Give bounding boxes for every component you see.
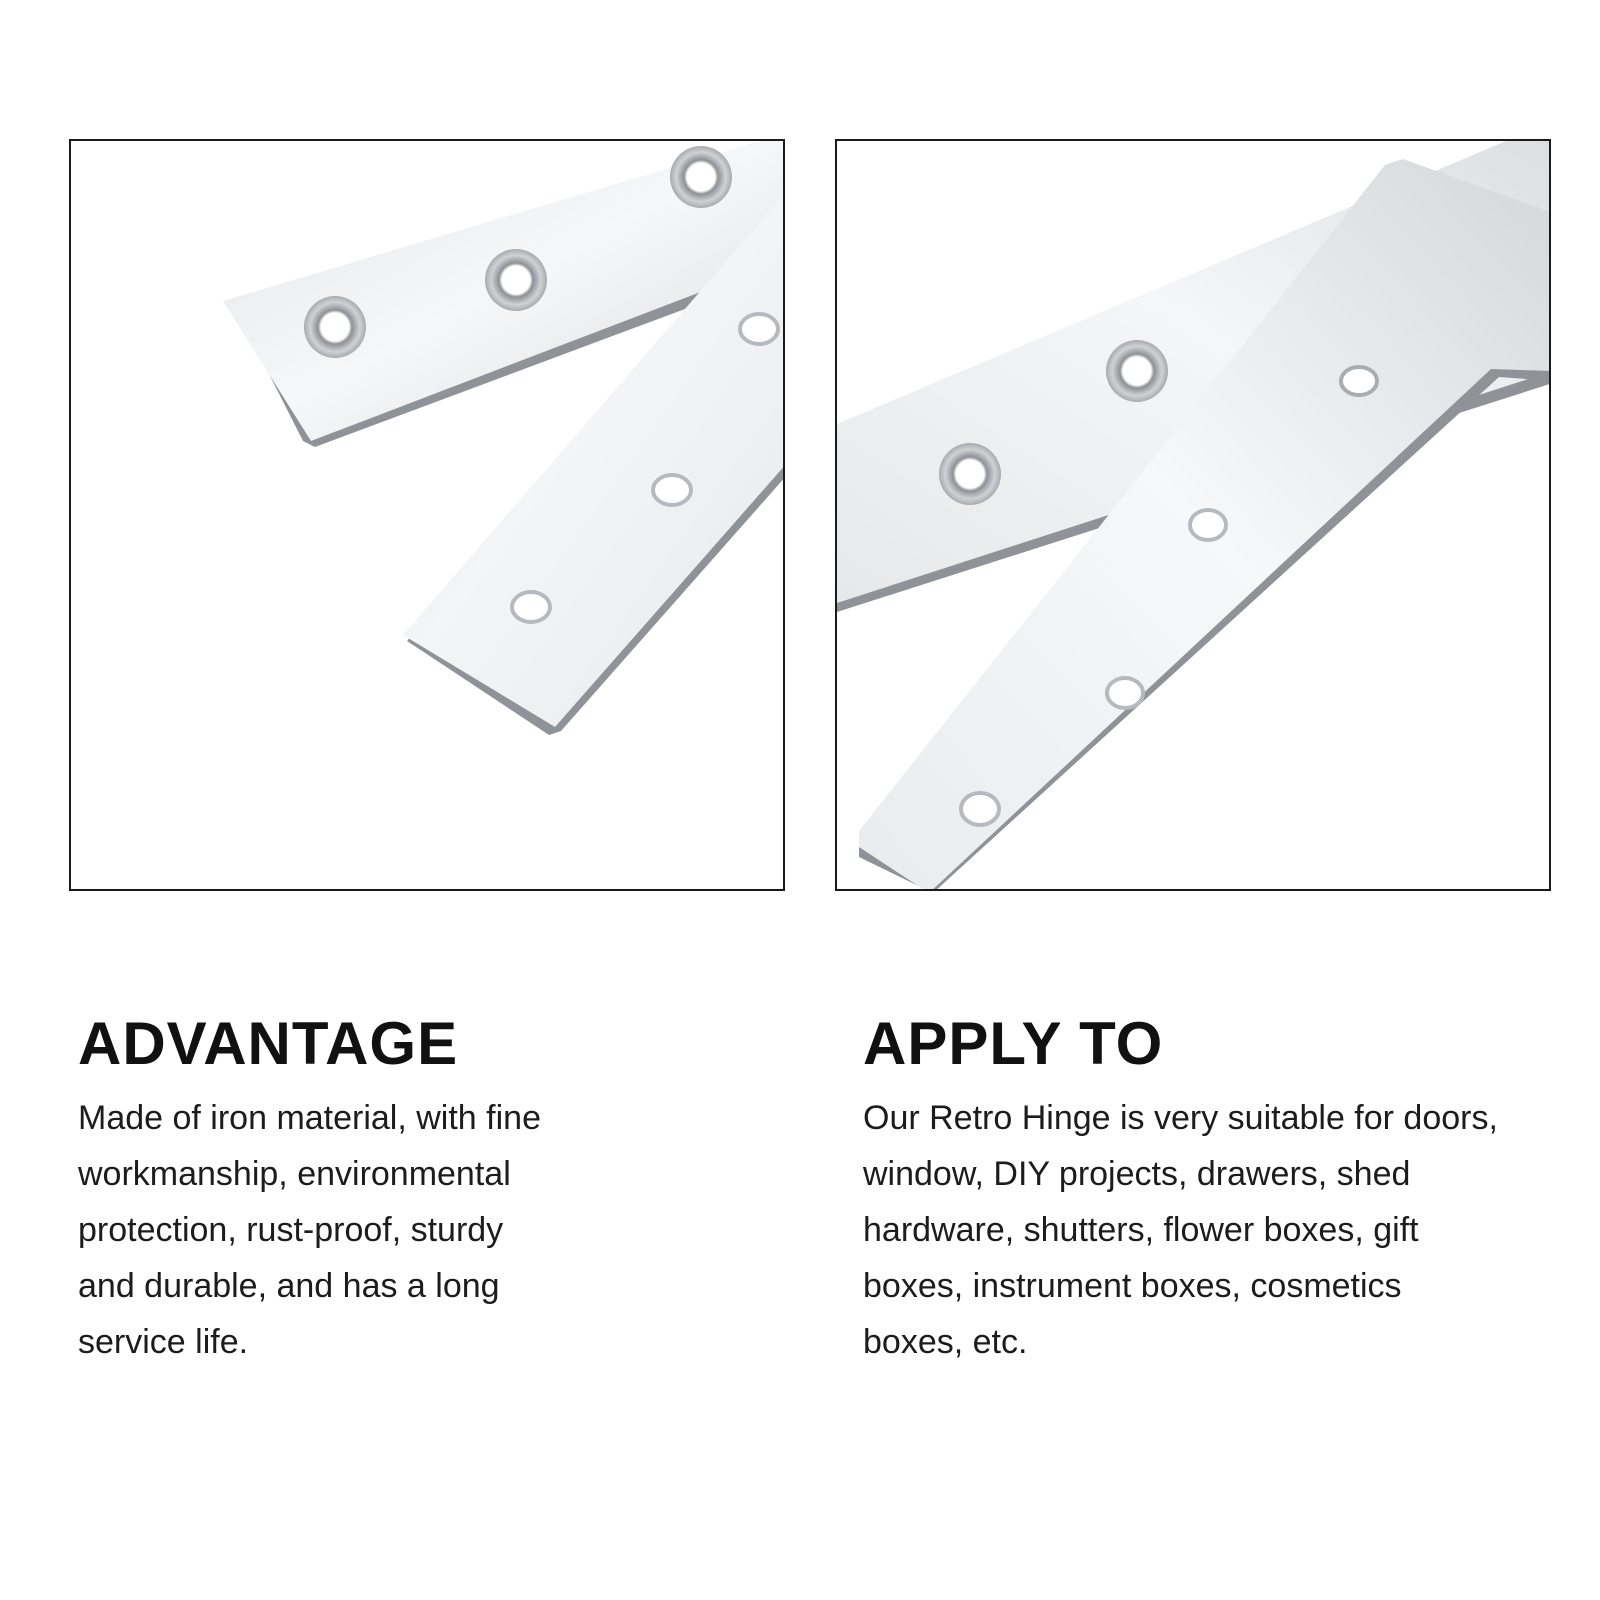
screw-hole xyxy=(961,793,999,825)
screw-hole xyxy=(512,592,550,622)
hinge-photo-right xyxy=(835,139,1551,891)
screw-hole xyxy=(653,475,691,505)
apply-to-section xyxy=(863,1010,1593,1370)
apply-to-description xyxy=(863,1090,1593,1370)
apply-to-heading: APPLY TO xyxy=(863,1010,1164,1077)
advantage-line: service life. xyxy=(78,1323,249,1361)
advantage-line: protection, rust-proof, sturdy xyxy=(78,1211,504,1249)
screw-hole xyxy=(740,314,778,344)
hinge-closeup-illustration-left xyxy=(71,141,785,891)
advantage-heading: ADVANTAGE xyxy=(78,1010,459,1077)
hinge-photo-left xyxy=(69,139,785,891)
apply-to-line: Our Retro Hinge is very suitable for doors, xyxy=(863,1099,1498,1137)
advantage-line: and durable, and has a long xyxy=(78,1267,500,1305)
apply-to-line: window, DIY projects, drawers, shed xyxy=(863,1155,1411,1193)
apply-to-line: boxes, instrument boxes, cosmetics xyxy=(863,1267,1402,1305)
advantage-line: Made of iron material, with fine xyxy=(78,1099,541,1137)
apply-to-line: hardware, shutters, flower boxes, gift xyxy=(863,1211,1419,1249)
hinge-closeup-illustration-right xyxy=(837,141,1551,891)
advantage-description xyxy=(78,1090,778,1370)
screw-hole xyxy=(1190,510,1226,540)
apply-to-line: boxes, etc. xyxy=(863,1323,1028,1361)
advantage-section xyxy=(78,1010,778,1370)
screw-hole xyxy=(1341,367,1377,395)
screw-hole xyxy=(1107,678,1143,708)
advantage-line: workmanship, environmental xyxy=(78,1155,511,1193)
